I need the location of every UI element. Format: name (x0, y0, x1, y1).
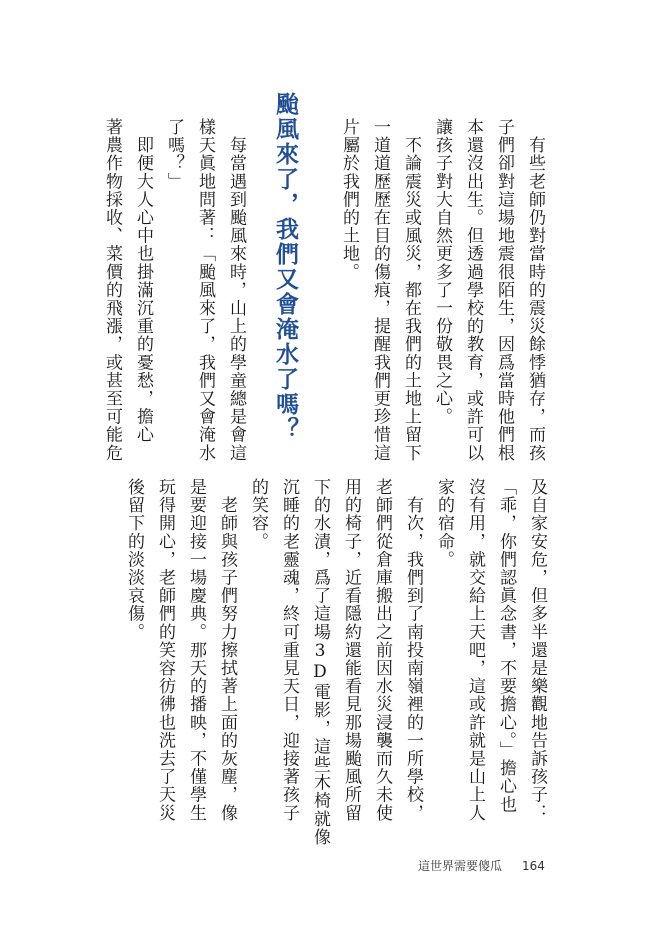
page-number: 164 (522, 859, 545, 873)
text-column: 即便大人心中也掛滿沉重的憂愁，擔心 (133, 118, 153, 444)
text-column: 老師們從倉庫搬出之前因水災浸襲而久未使 (372, 478, 392, 822)
text-column: 玩得開心，老師們的笑容彷彿也洗去了天災 (155, 478, 175, 822)
text-column: 家的宿命。 (434, 478, 454, 569)
page-footer (418, 857, 545, 874)
text-column: 沒有用，就交給上天吧，這或許就是山上人 (465, 478, 485, 822)
section-heading: 颱風來了，我們又會淹水了嗎？ (272, 92, 298, 442)
text-column: 「乖，你們認眞念書，不要擔心。」擔心也 (496, 478, 516, 814)
text-column: 著農作物採收、菜價的飛漲，或甚至可能危 (102, 118, 122, 462)
text-column: 下的水漬，爲了這場3D電影，這些木椅就像 (310, 478, 330, 846)
text-column: 一道道歷歷在目的傷痕，提醒我們更珍惜這 (370, 118, 390, 462)
text-column: 的笑容。 (248, 478, 268, 551)
text-column: 樣天眞地問著：「颱風來了，我們又會淹水 (195, 118, 215, 462)
text-column: 本還沒出生。但透過學校的教育，或許可以 (463, 118, 483, 462)
text-column: 有些老師仍對當時的震災餘悸猶存，而孩 (525, 118, 545, 462)
text-column: 讓孩子對大自然更多了一份敬畏之心。 (432, 118, 452, 426)
text-column: 每當遇到颱風來時，山上的學童總是會這 (226, 118, 246, 462)
text-column: 不論震災或風災，都在我們的土地上留下 (401, 118, 421, 462)
text-column: 後留下的淡淡哀傷。 (124, 478, 144, 641)
book-title: 這世界需要傻瓜 (418, 859, 503, 873)
text-column: 子們卻對這場地震很陌生，因爲當時他們根 (494, 118, 514, 462)
text-column: 片屬於我們的土地。 (339, 118, 359, 281)
text-column: 有次，我們到了南投南嶺裡的一所學校， (403, 478, 423, 822)
text-column: 了嗎？」 (164, 118, 184, 191)
text-column: 沉睡的老靈魂，終可重見天日，迎接著孩子 (279, 478, 299, 822)
text-column: 用的椅子，近看隱約還能看見那場颱風所留 (341, 478, 361, 822)
text-column: 是要迎接一場慶典。那天的播映，不僅學生 (186, 478, 206, 822)
text-column: 及自家安危，但多半還是樂觀地告訴孩子： (527, 478, 547, 822)
text-column: 老師與孩子們努力擦拭著上面的灰塵，像 (217, 478, 237, 822)
